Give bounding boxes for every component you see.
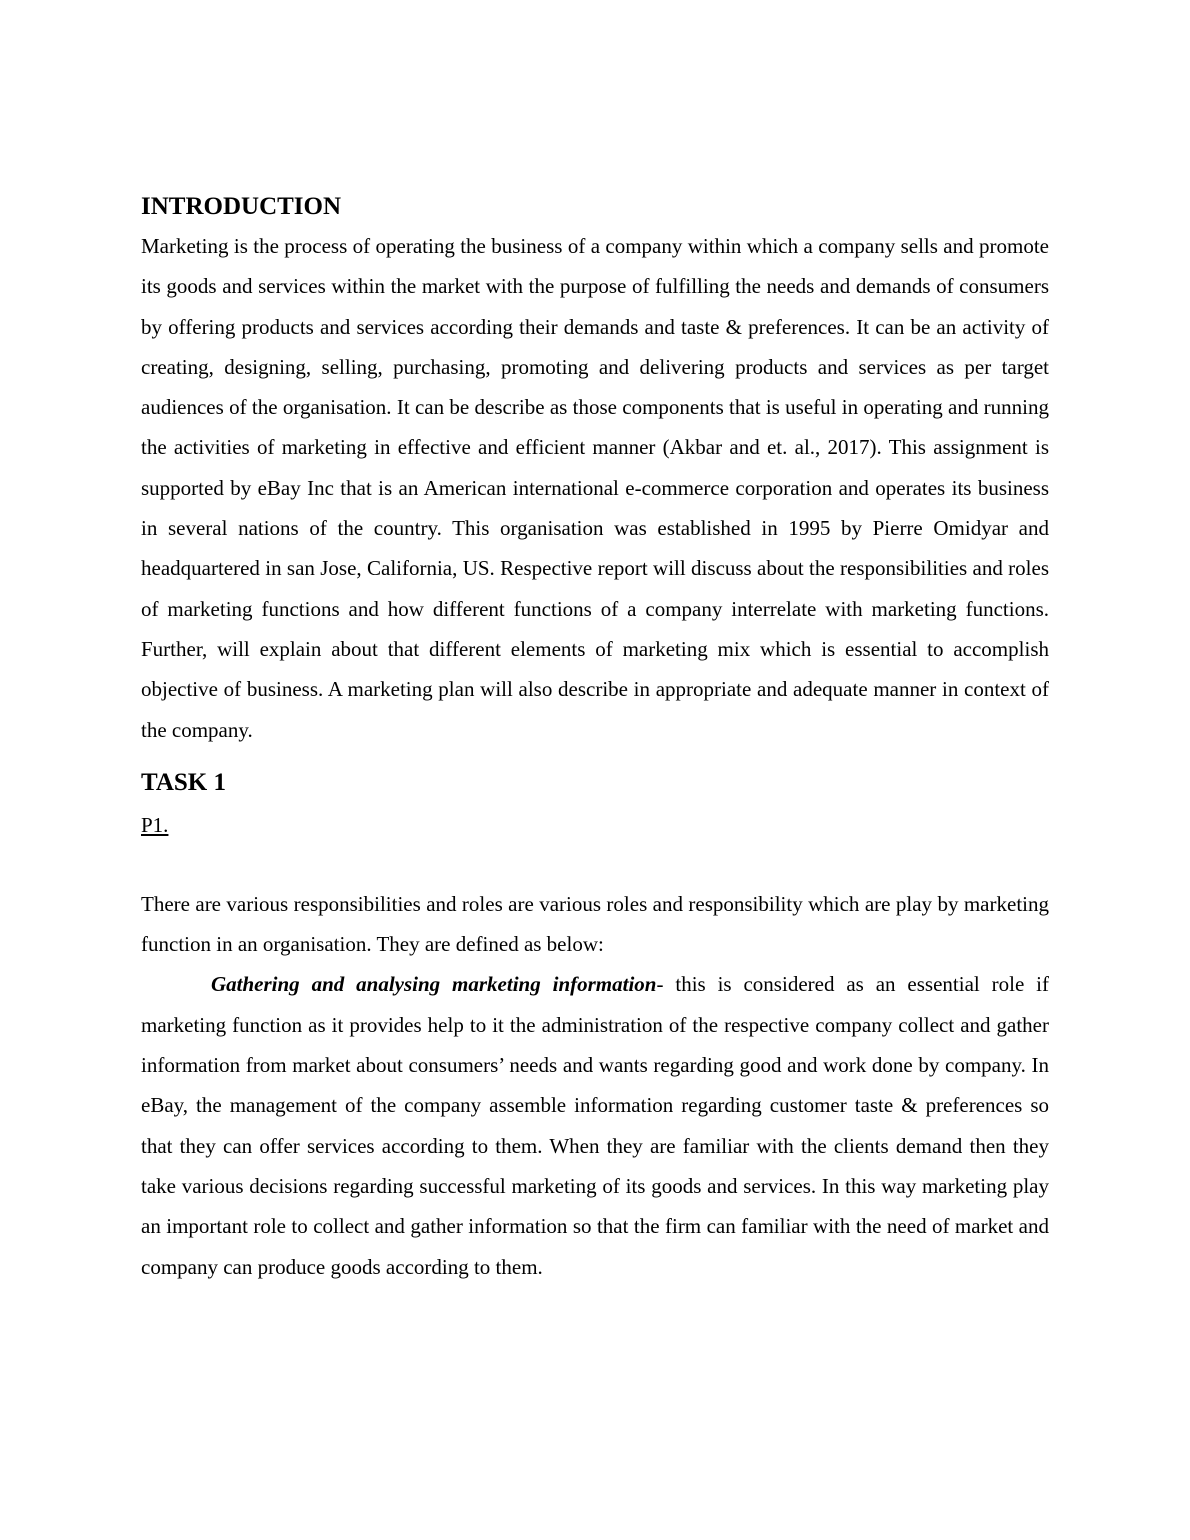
- introduction-paragraph: Marketing is the process of operating the business of a company within which a company sells and promote its goods and services within the market with the purpose of fulfilling the needs and demands of consumers by offering products and services according their demands and taste & preferences. It can be an activity of creating, designing, selling, purchasing, promoting and delivering products and services as per target audiences of the organisation. It can be describe as those components that is useful in operating and running the activities of marketing in effective and efficient manner (Akbar and et. al., 2017). This assignment is supported by eBay Inc that is an American international e-commerce corporation and operates its business in several nations of the country. This organisation was established in 1995 by Pierre Omidyar and headquartered in san Jose, California, US. Respective report will discuss about the responsibilities and roles of marketing functions and how different functions of a company interrelate with marketing functions. Further, will explain about that different elements of marketing mix which is essential to accomplish objective of business. A marketing plan will also describe in appropriate and adequate manner in context of the company.: [141, 234, 1049, 742]
- p1-label: P1.: [141, 812, 169, 837]
- document-page: [141, 190, 1049, 1287]
- introduction-heading: INTRODUCTION: [141, 193, 342, 220]
- task-1-intro-paragraph: There are various responsibilities and roles are various roles and responsibility which are play by marketing function in an organisation. They are defined as below:: [141, 891, 1049, 957]
- gathering-information-paragraph: [141, 964, 1049, 1286]
- task-1-heading: TASK 1: [141, 768, 226, 796]
- gathering-information-text: - this is considered as an essential role if marketing function as it provides help to it the administration of the respective company collect and gather information from market about consumers’ needs and wants regarding good and work done by company. In eBay, the management of the company assemble information regarding customer taste & preferences so that they can offer services according to them. When they are familiar with the clients demand then they take various decisions regarding successful marketing of its goods and services. In this way marketing play an important role to collect and gather information so that the firm can familiar with the need of market and company can produce goods according to them.: [141, 972, 1049, 1279]
- gathering-information-term: Gathering and analysing marketing information: [211, 972, 657, 997]
